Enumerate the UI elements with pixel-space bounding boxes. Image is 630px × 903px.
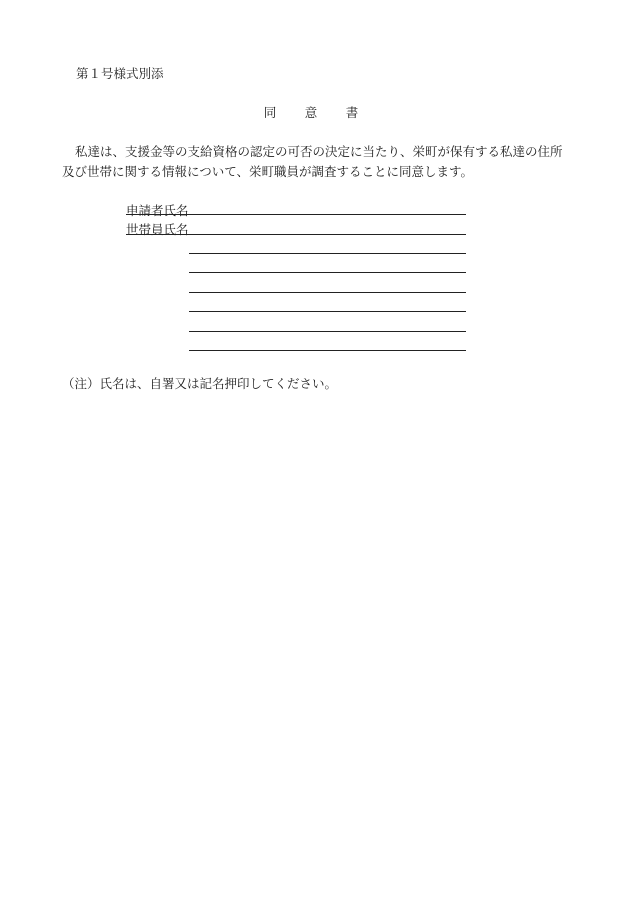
document-title: 同 意 書: [263, 105, 367, 120]
household-member-name-field[interactable]: [189, 311, 466, 312]
applicant-name-field[interactable]: [126, 214, 466, 215]
household-member-name-field[interactable]: [189, 350, 466, 351]
consent-statement-line-1: 私達は、支援金等の支給資格の認定の可否の決定に当たり、栄町が保有する私達の住所: [75, 144, 563, 159]
applicant-name-label: 申請者氏名: [126, 203, 189, 218]
form-number: 第１号様式別添: [76, 66, 164, 81]
consent-statement: [62, 142, 582, 182]
signature-note: （注）氏名は、自署又は記名押印してください。: [62, 376, 338, 391]
household-member-name-label: 世帯員氏名: [126, 222, 189, 237]
household-member-name-field[interactable]: [189, 272, 466, 273]
household-member-name-field[interactable]: [189, 331, 466, 332]
consent-statement-line-2: 及び世帯に関する情報について、栄町職員が調査することに同意します。: [62, 164, 474, 179]
household-member-name-field[interactable]: [189, 292, 466, 293]
household-member-name-field[interactable]: [126, 234, 466, 235]
household-member-name-field[interactable]: [189, 253, 466, 254]
